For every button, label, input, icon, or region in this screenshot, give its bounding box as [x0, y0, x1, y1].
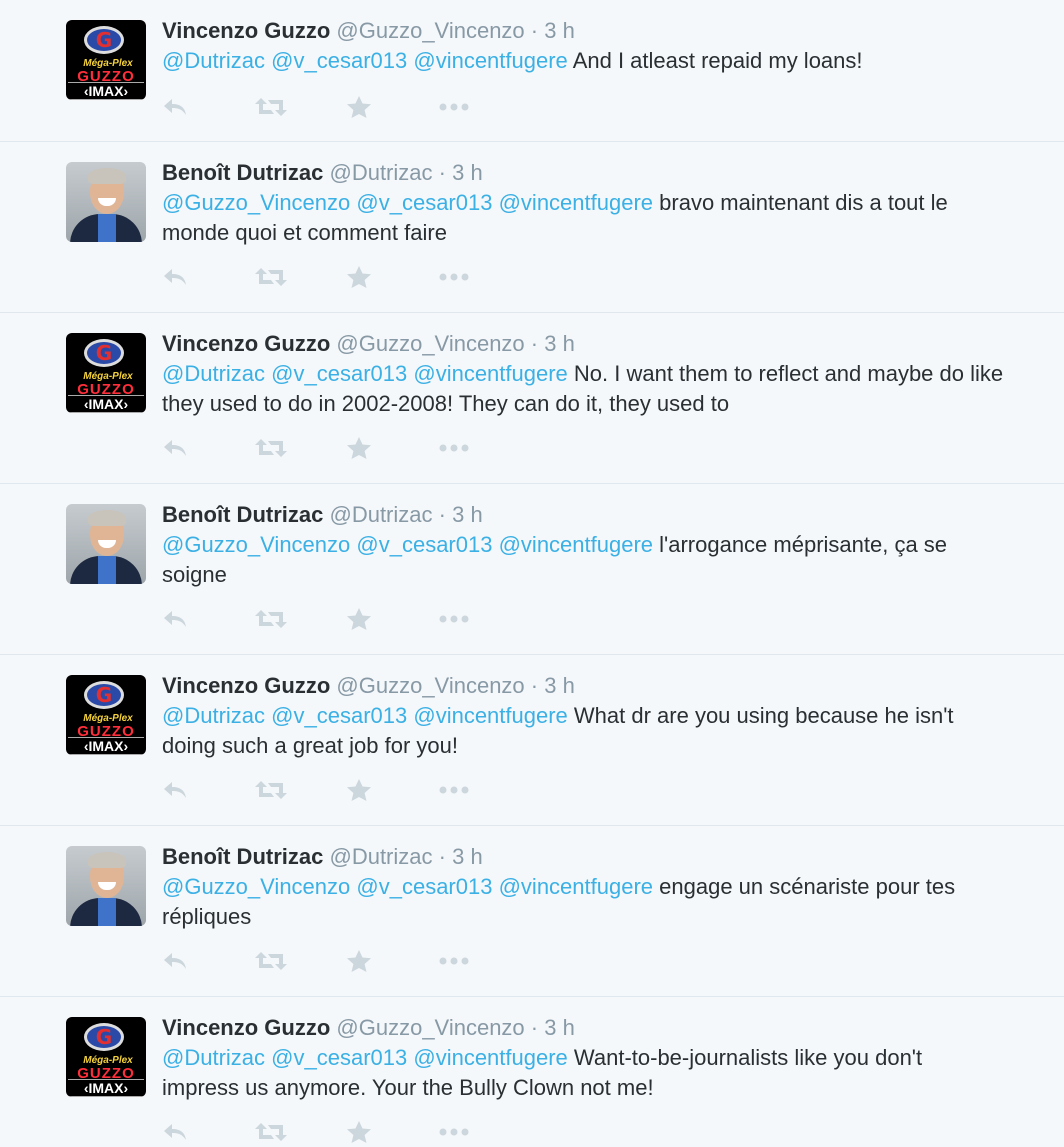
- favorite-icon: [346, 265, 372, 289]
- tweet-content: [162, 671, 1004, 761]
- favorite-icon: [346, 778, 372, 802]
- reply-button[interactable]: [162, 92, 254, 122]
- favorite-button[interactable]: [346, 92, 438, 122]
- author-fullname[interactable]: Benoît Dutrizac: [162, 844, 324, 869]
- guzzo-logo-letter: G: [95, 683, 113, 707]
- tweet-header: [162, 1013, 1004, 1043]
- author-fullname[interactable]: Benoît Dutrizac: [162, 160, 324, 185]
- tweet-header: [162, 329, 1004, 359]
- guzzo-logo-mega: Méga-Plex: [83, 713, 133, 724]
- guzzo-logo-letter: G: [95, 341, 113, 365]
- guzzo-logo-letter: G: [95, 28, 113, 52]
- retweet-icon: [254, 1121, 288, 1143]
- retweet-icon: [254, 96, 288, 118]
- retweet-icon: [254, 950, 288, 972]
- tweet-content: [162, 842, 1004, 932]
- more-icon: [438, 785, 470, 795]
- mention-link[interactable]: @v_cesar013: [356, 532, 493, 557]
- more-icon: [438, 102, 470, 112]
- tweet-timestamp[interactable]: 3 h: [544, 331, 575, 356]
- more-button[interactable]: [438, 92, 530, 122]
- tweet-content: [162, 158, 1004, 248]
- tweet-content: [162, 16, 1004, 76]
- tweet-actions: [162, 775, 530, 805]
- tweet-body: bravo maintenant dis a tout le monde quoi et comment faire: [162, 190, 948, 245]
- avatar[interactable]: [66, 675, 146, 755]
- reply-button[interactable]: [162, 946, 254, 976]
- tweet-text: [162, 530, 1004, 590]
- tweet-timestamp[interactable]: 3 h: [544, 1015, 575, 1040]
- tweet-actions: [162, 262, 530, 292]
- tweet-header: [162, 671, 1004, 701]
- more-button[interactable]: [438, 946, 530, 976]
- reply-button[interactable]: [162, 433, 254, 463]
- mention-link[interactable]: @v_cesar013: [356, 874, 493, 899]
- avatar[interactable]: [66, 20, 146, 100]
- reply-icon: [162, 950, 190, 972]
- guzzo-logo-wordmark: GUZZO: [77, 68, 135, 85]
- separator-dot: ·: [438, 844, 446, 869]
- more-icon: [438, 443, 470, 453]
- tweet-body: And I atleast repaid my loans!: [572, 48, 863, 73]
- mention-link[interactable]: @Dutrizac: [162, 1045, 266, 1070]
- reply-icon: [162, 96, 190, 118]
- more-button[interactable]: [438, 433, 530, 463]
- tweet-body: Want-to-be-journalists like you don't impress us anymore. Your the Bully Clown not me!: [162, 1045, 923, 1100]
- retweet-button[interactable]: [254, 433, 346, 463]
- author-handle[interactable]: @Guzzo_Vincenzo: [336, 18, 525, 43]
- mention-link[interactable]: @v_cesar013: [271, 703, 408, 728]
- tweet-header: [162, 842, 1004, 872]
- favorite-button[interactable]: [346, 604, 438, 634]
- guzzo-logo-imax: ‹IMAX›: [68, 82, 144, 100]
- guzzo-logo-mega: Méga-Plex: [83, 58, 133, 69]
- mention-link[interactable]: @vincentfugere: [413, 361, 568, 386]
- tweet-text: [162, 46, 1004, 76]
- avatar[interactable]: [66, 846, 146, 926]
- mention-link[interactable]: @v_cesar013: [271, 48, 408, 73]
- more-icon: [438, 614, 470, 624]
- tweet-item[interactable]: [0, 313, 1064, 484]
- favorite-icon: [346, 607, 372, 631]
- guzzo-logo-mega: Méga-Plex: [83, 1055, 133, 1066]
- reply-button[interactable]: [162, 262, 254, 292]
- retweet-button[interactable]: [254, 1117, 346, 1147]
- mention-link[interactable]: @Guzzo_Vincenzo: [162, 190, 351, 215]
- tweet-timestamp[interactable]: 3 h: [452, 502, 483, 527]
- tweet-item[interactable]: [0, 997, 1064, 1117]
- tweet-text: [162, 872, 1004, 932]
- portrait-shirt: [98, 556, 116, 584]
- favorite-icon: [346, 95, 372, 119]
- reply-icon: [162, 779, 190, 801]
- reply-button[interactable]: [162, 604, 254, 634]
- guzzo-logo-imax: ‹IMAX›: [68, 1079, 144, 1097]
- tweet-timestamp[interactable]: 3 h: [452, 160, 483, 185]
- guzzo-logo-mega: Méga-Plex: [83, 371, 133, 382]
- tweet-timestamp[interactable]: 3 h: [452, 844, 483, 869]
- tweet-actions: [162, 92, 530, 122]
- tweet-text: [162, 359, 1004, 419]
- mention-link[interactable]: @Dutrizac: [162, 703, 266, 728]
- author-fullname[interactable]: Vincenzo Guzzo: [162, 18, 331, 43]
- mention-link[interactable]: @Guzzo_Vincenzo: [162, 874, 351, 899]
- tweet-body: No. I want them to reflect and maybe do like they used to do in 2002-2008! They can do it, they used to: [162, 361, 1004, 416]
- retweet-icon: [254, 437, 288, 459]
- guzzo-logo-imax: ‹IMAX›: [68, 737, 144, 755]
- tweet-item[interactable]: [0, 826, 1064, 997]
- mention-link[interactable]: @v_cesar013: [356, 190, 493, 215]
- favorite-button[interactable]: [346, 775, 438, 805]
- tweet-actions: [162, 433, 530, 463]
- retweet-button[interactable]: [254, 92, 346, 122]
- guzzo-logo-wordmark: GUZZO: [77, 1065, 135, 1082]
- retweet-icon: [254, 608, 288, 630]
- avatar[interactable]: [66, 162, 146, 242]
- separator-dot: ·: [438, 502, 446, 527]
- more-icon: [438, 1127, 470, 1137]
- tweet-actions: [162, 1117, 530, 1147]
- author-fullname[interactable]: Benoît Dutrizac: [162, 502, 324, 527]
- guzzo-logo-letter: G: [95, 1025, 113, 1049]
- tweet-timestamp[interactable]: 3 h: [544, 18, 575, 43]
- author-handle[interactable]: @Guzzo_Vincenzo: [336, 1015, 525, 1040]
- favorite-button[interactable]: [346, 433, 438, 463]
- tweet-content: [162, 1013, 1004, 1103]
- tweet-body: engage un scénariste pour tes répliques: [162, 874, 956, 929]
- tweet-text: [162, 188, 1004, 248]
- tweet-item[interactable]: [0, 655, 1064, 826]
- retweet-icon: [254, 779, 288, 801]
- tweet-item[interactable]: [0, 0, 1064, 142]
- author-handle[interactable]: @Dutrizac: [329, 844, 433, 869]
- author-handle[interactable]: @Dutrizac: [329, 502, 433, 527]
- mention-link[interactable]: @vincentfugere: [498, 190, 654, 215]
- mention-link[interactable]: @vincentfugere: [498, 874, 654, 899]
- tweet-content: [162, 500, 1004, 590]
- more-button[interactable]: [438, 262, 530, 292]
- retweet-button[interactable]: [254, 262, 346, 292]
- more-icon: [438, 956, 470, 966]
- mention-link[interactable]: @vincentfugere: [413, 703, 568, 728]
- tweet-timestamp[interactable]: 3 h: [544, 673, 575, 698]
- tweet-actions: [162, 946, 530, 976]
- tweet-header: [162, 16, 1004, 46]
- avatar[interactable]: [66, 504, 146, 584]
- portrait-hair: [88, 510, 126, 526]
- guzzo-logo-wordmark: GUZZO: [77, 381, 135, 398]
- more-button[interactable]: [438, 1117, 530, 1147]
- tweet-body: l'arrogance méprisante, ça se soigne: [162, 532, 948, 587]
- separator-dot: ·: [438, 160, 446, 185]
- mention-link[interactable]: @vincentfugere: [498, 532, 654, 557]
- favorite-icon: [346, 949, 372, 973]
- more-button[interactable]: [438, 604, 530, 634]
- favorite-button[interactable]: [346, 1117, 438, 1147]
- tweet-item[interactable]: [0, 484, 1064, 655]
- reply-icon: [162, 1121, 190, 1143]
- tweet-text: [162, 701, 1004, 761]
- retweet-button[interactable]: [254, 775, 346, 805]
- separator-dot: ·: [530, 18, 539, 43]
- more-icon: [438, 272, 470, 282]
- mention-link[interactable]: @v_cesar013: [271, 361, 408, 386]
- author-fullname[interactable]: Vincenzo Guzzo: [162, 1015, 331, 1040]
- tweet-body: What dr are you using because he isn't doing such a great job for you!: [162, 703, 954, 758]
- separator-dot: ·: [530, 1015, 539, 1040]
- author-fullname[interactable]: Vincenzo Guzzo: [162, 673, 331, 698]
- mention-link[interactable]: @Guzzo_Vincenzo: [162, 532, 351, 557]
- favorite-button[interactable]: [346, 946, 438, 976]
- author-handle[interactable]: @Guzzo_Vincenzo: [336, 331, 525, 356]
- retweet-button[interactable]: [254, 604, 346, 634]
- tweet-item[interactable]: [0, 142, 1064, 313]
- guzzo-logo-wordmark: GUZZO: [77, 723, 135, 740]
- avatar[interactable]: [66, 1017, 146, 1097]
- more-button[interactable]: [438, 775, 530, 805]
- author-handle[interactable]: @Guzzo_Vincenzo: [336, 673, 525, 698]
- portrait-shirt: [98, 898, 116, 926]
- tweet-content: [162, 329, 1004, 419]
- favorite-icon: [346, 1120, 372, 1144]
- reply-icon: [162, 608, 190, 630]
- portrait-shirt: [98, 214, 116, 242]
- reply-button[interactable]: [162, 1117, 254, 1147]
- reply-icon: [162, 437, 190, 459]
- portrait-hair: [88, 852, 126, 868]
- reply-button[interactable]: [162, 775, 254, 805]
- reply-icon: [162, 266, 190, 288]
- tweet-actions: [162, 604, 530, 634]
- tweet-header: [162, 158, 1004, 188]
- separator-dot: ·: [530, 331, 539, 356]
- mention-link[interactable]: @vincentfugere: [413, 1045, 568, 1070]
- mention-link[interactable]: @vincentfugere: [413, 48, 568, 73]
- author-fullname[interactable]: Vincenzo Guzzo: [162, 331, 331, 356]
- portrait-hair: [88, 168, 126, 184]
- mention-link[interactable]: @Dutrizac: [162, 361, 266, 386]
- avatar[interactable]: [66, 333, 146, 413]
- tweet-header: [162, 500, 1004, 530]
- separator-dot: ·: [530, 673, 539, 698]
- tweet-text: [162, 1043, 1004, 1103]
- author-handle[interactable]: @Dutrizac: [329, 160, 433, 185]
- retweet-icon: [254, 266, 288, 288]
- mention-link[interactable]: @Dutrizac: [162, 48, 266, 73]
- favorite-icon: [346, 436, 372, 460]
- guzzo-logo-imax: ‹IMAX›: [68, 395, 144, 413]
- mention-link[interactable]: @v_cesar013: [271, 1045, 408, 1070]
- favorite-button[interactable]: [346, 262, 438, 292]
- retweet-button[interactable]: [254, 946, 346, 976]
